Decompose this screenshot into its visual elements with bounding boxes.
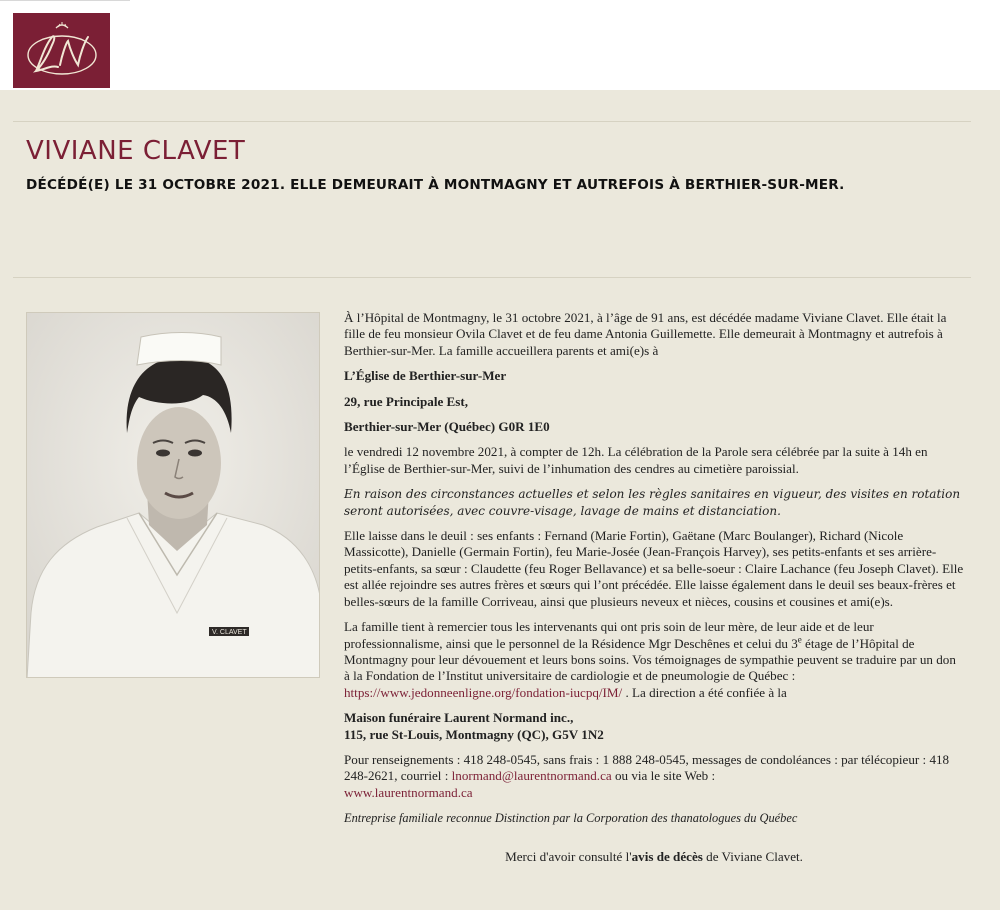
distinction-text: Entreprise familiale reconnue Distinction par la Corporation des thanatologues du Québec <box>344 811 798 826</box>
divider-top <box>13 121 971 122</box>
thanks-paragraph <box>344 619 964 701</box>
funeral-home-name: Maison funéraire Laurent Normand inc., <box>344 710 574 726</box>
thanks-text-c: . La direction a été confiée à la <box>622 684 787 700</box>
ln-monogram-logo <box>22 19 102 83</box>
contact-text-b: ou via le site Web : <box>611 768 716 784</box>
email-link[interactable]: lnormand@laurentnormand.ca <box>451 768 612 784</box>
closing-thanks <box>344 849 964 865</box>
logo-link[interactable] <box>13 13 110 88</box>
closing-text-a: Merci d'avoir consulté l' <box>505 849 632 864</box>
logo-text: LN <box>21 18 23 20</box>
visitation-street: 29, rue Principale Est, <box>344 393 469 409</box>
sanitary-rules-paragraph: En raison des circonstances actuelles et selon les règles sanitaires en vigueur, des visites en rotation seront autorisées, avec couvre-visage, lavage de mains et distanciation. <box>344 487 961 518</box>
intro-paragraph: À l’Hôpital de Montmagny, le 31 octobre 2021, à l’âge de 91 ans, est décédée madame Viviane Clavet. Elle était la fille de feu monsieur Ovila Clavet et de feu dame Antonia Guillemette. Elle demeurait à Montmagny et autrefois à Berthier-sur-Mer. La famille accueillera parents et ami(e)s à <box>344 310 947 358</box>
thanks-text-b: étage de l’Hôpital de Montmagny pour leur dévouement et leurs bons soins. Vos témoignages de sympathie peuvent se traduire par un don à la Fondation de l’Institut universitaire de cardiologie et de pneumologie de Québec : <box>344 635 956 684</box>
thanks-text-a: La famille tient à remercier tous les intervenants qui ont pris soin de leur mère, de leur aide et de leur professionnalisme, ainsi que le personnel de la Résidence Mgr Deschênes et celui du 3 <box>344 619 874 651</box>
floor-superscript: e <box>797 634 802 645</box>
site-header <box>0 0 1000 90</box>
website-link[interactable]: www.laurentnormand.ca <box>344 784 473 800</box>
visitation-city: Berthier-sur-Mer (Québec) G0R 1E0 <box>344 419 550 435</box>
name-badge-text: V. CLAVET <box>212 629 247 636</box>
closing-text-c: de Viviane Clavet. <box>702 849 803 864</box>
funeral-home-block <box>344 710 964 743</box>
contact-text-a: Pour renseignements : 418 248-0545, sans frais : 1 888 248-0545, messages de condoléances : par télécopieur : 418 248-2621, courriel : <box>344 751 950 784</box>
deceased-name-title: VIVIANE CLAVET <box>26 136 246 166</box>
notice-label: avis de décès <box>631 849 703 864</box>
ceremony-paragraph: le vendredi 12 novembre 2021, à compter de 12h. La célébration de la Parole sera célébrée par la suite à 14h en l’Église de Berthier-sur-Mer, suivi de l’inhumation des cendres au cimetière paroissial. <box>344 444 928 476</box>
donation-link[interactable]: https://www.jedonneenligne.org/fondation-iucpq/IM/ <box>344 684 623 700</box>
portrait-photo <box>26 312 320 678</box>
header-divider <box>0 0 130 1</box>
family-paragraph: Elle laisse dans le deuil : ses enfants : Fernand (Marie Fortin), Gaëtane (Marc Boulanger), Richard (Nicole Massicotte), Danielle (Germain Fortin), feu Marie-Josée (Jean-François Harvey), ses petits-enfants et ses arrière-petits-enfants, sa sœur : Claudette (feu Roger Bellavance) et sa belle-soeur : Claire Lachance (feu Joseph Clavet). Elle est allée rejoindre ses autres frères et sœurs qui l’ont précédée. Elle laisse également dans le deuil ses beaux-frères et belles-sœurs de la famille Corriveau, ainsi que plusieurs neveux et nièces, cousins et cousines et ami(e)s. <box>344 528 964 609</box>
death-date-subtitle: DÉCÉDÉ(E) LE 31 OCTOBRE 2021. ELLE DEMEURAIT À MONTMAGNY ET AUTREFOIS À BERTHIER-SUR-MER. <box>26 177 845 193</box>
divider-bottom <box>13 277 971 278</box>
contact-paragraph <box>344 752 964 801</box>
visitation-place-name: L’Église de Berthier-sur-Mer <box>344 368 507 384</box>
obituary-text <box>344 310 964 836</box>
funeral-home-address: 115, rue St-Louis, Montmagny (QC), G5V 1N2 <box>344 726 604 742</box>
